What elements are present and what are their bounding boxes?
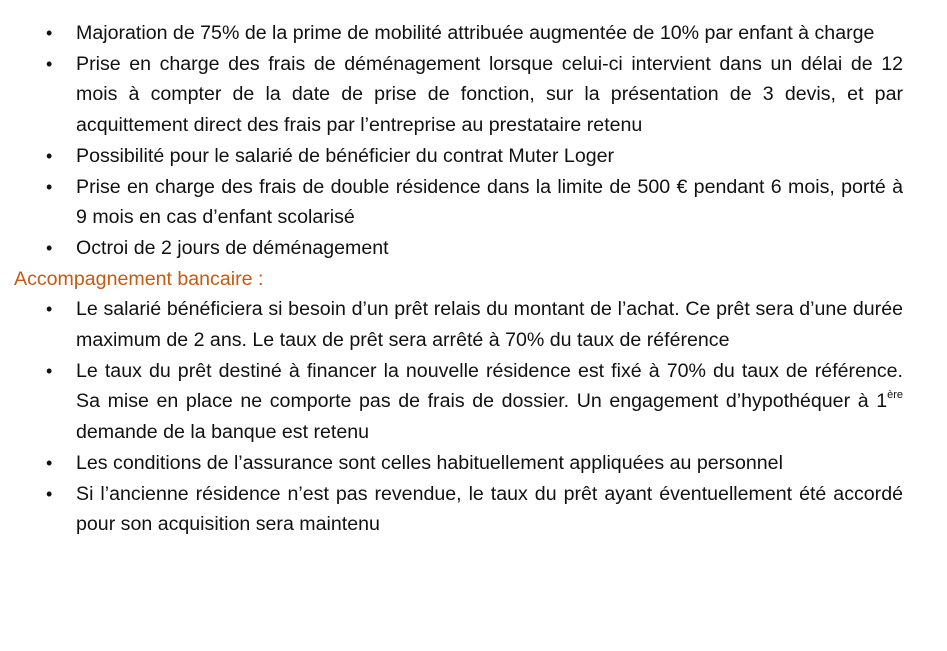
list-item-text: Prise en charge des frais de déménagement lorsque celui-ci intervient dans un délai de 12 mois à compter de la date de prise de fonction, sur la présentation de 3 devis, et par acquittement direct des frais par l’entreprise au prestataire retenu bbox=[76, 52, 903, 137]
bullet-icon: • bbox=[46, 299, 53, 320]
list-item bbox=[46, 141, 903, 172]
list-item-text-start: Le taux du prêt destiné à financer la nouvelle résidence est fixé à 70% du taux de référence. Sa mise en place ne comporte pas de frais de dossier. Un engagement d’hypothéquer à 1 bbox=[76, 359, 903, 413]
bullet-icon: • bbox=[46, 237, 53, 258]
mobility-benefits-list bbox=[0, 18, 947, 264]
list-item bbox=[46, 448, 903, 479]
bullet-icon: • bbox=[46, 176, 53, 197]
bullet-icon: • bbox=[46, 452, 53, 473]
list-item-text: Les conditions de l’assurance sont celles habituellement appliquées au personnel bbox=[76, 451, 783, 474]
list-item bbox=[46, 294, 903, 355]
list-item-text bbox=[76, 360, 903, 443]
bullet-icon: • bbox=[46, 145, 53, 166]
bullet-icon: • bbox=[46, 23, 53, 43]
list-item-text: Possibilité pour le salarié de bénéficier du contrat Muter Loger bbox=[76, 144, 615, 167]
list-item bbox=[46, 49, 903, 141]
list-item bbox=[46, 18, 903, 49]
bullet-icon: • bbox=[46, 483, 53, 504]
list-item-text: Prise en charge des frais de double résidence dans la limite de 500 € pendant 6 mois, porté à 9 mois en cas d’enfant scolarisé bbox=[76, 175, 903, 229]
list-item-text: Octroi de 2 jours de déménagement bbox=[76, 236, 389, 259]
list-item-text: Majoration de 75% de la prime de mobilité attribuée augmentée de 10% par enfant à charge bbox=[76, 22, 875, 44]
list-item-text-end: demande de la banque est retenu bbox=[76, 421, 370, 444]
bullet-icon: • bbox=[46, 53, 53, 74]
bullet-icon: • bbox=[46, 360, 53, 381]
list-item bbox=[46, 172, 903, 233]
section-heading-banking: Accompagnement bancaire : bbox=[14, 267, 264, 290]
list-item-text: Le salarié bénéficiera si besoin d’un prêt relais du montant de l’achat. Ce prêt sera d’une durée maximum de 2 ans. Le taux de prêt sera arrêté à 70% du taux de référence bbox=[76, 298, 903, 352]
banking-support-list bbox=[0, 294, 947, 540]
list-item-text: Si l’ancienne résidence n’est pas revendue, le taux du prêt ayant éventuellement été accordé pour son acquisition sera maintenu bbox=[76, 482, 903, 536]
ordinal-superscript: ère bbox=[887, 389, 903, 402]
list-item bbox=[46, 356, 903, 448]
list-item bbox=[46, 479, 903, 540]
list-item bbox=[46, 233, 903, 264]
